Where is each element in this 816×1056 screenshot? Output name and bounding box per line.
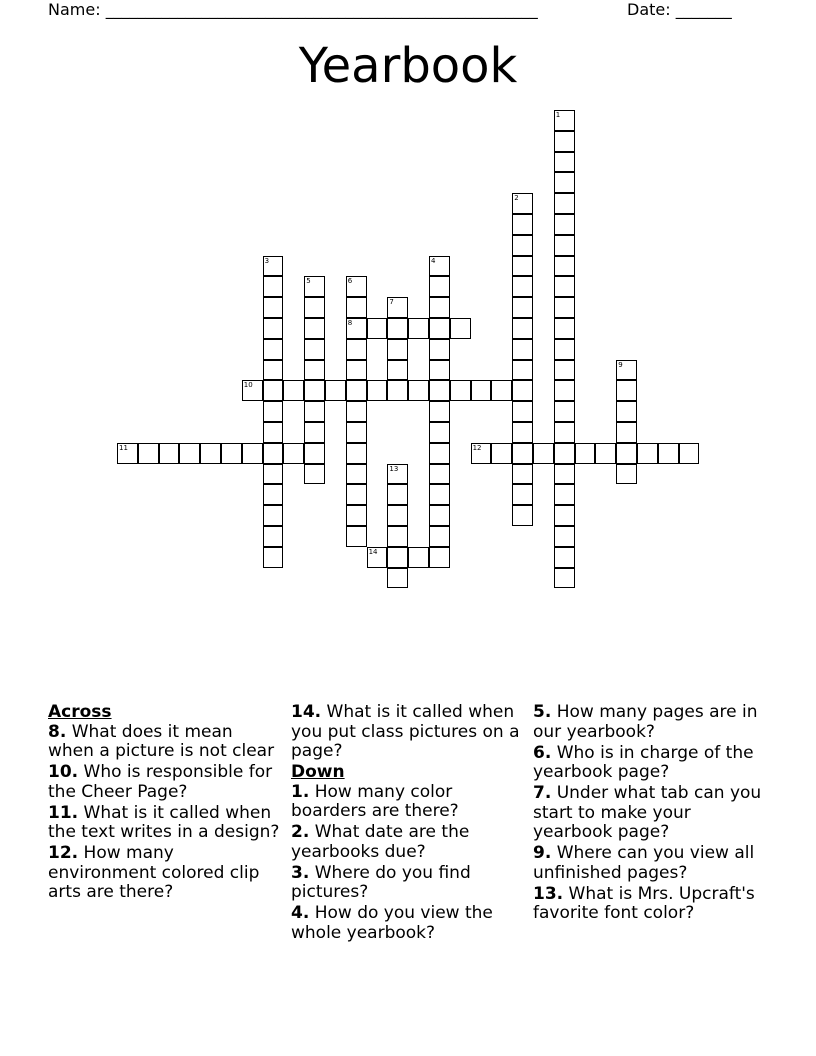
grid-cell[interactable]	[263, 401, 284, 422]
grid-cell[interactable]	[117, 443, 138, 464]
clue-down-7: 7. Under what tab can you start to make your yearbook page?	[533, 783, 762, 842]
grid-cell[interactable]	[263, 256, 284, 277]
clue-number: 11	[119, 443, 128, 452]
grid-cell[interactable]	[263, 464, 284, 485]
grid-cell[interactable]	[367, 318, 388, 339]
grid-cell[interactable]	[159, 443, 180, 464]
grid-cell[interactable]	[263, 318, 284, 339]
grid-cell[interactable]	[304, 422, 325, 443]
clue-down-5: 5. How many pages are in our yearbook?	[533, 702, 758, 742]
grid-cell[interactable]	[346, 484, 367, 505]
clue-across-14: 14. What is it called when you put class pictures on a page?	[291, 702, 520, 761]
clue-down-13: 13. What is Mrs. Upcraft's favorite font color?	[533, 883, 755, 923]
grid-cell[interactable]	[263, 547, 284, 568]
grid-cell[interactable]	[429, 464, 450, 485]
clue-number: 7	[389, 298, 394, 307]
grid-cell[interactable]	[554, 110, 575, 131]
grid-cell[interactable]	[512, 318, 533, 339]
clue-number: 14	[368, 547, 378, 556]
grid-cell[interactable]	[429, 422, 450, 443]
clue-number: 1	[555, 111, 561, 119]
clues-column-1	[48, 703, 283, 904]
grid-cell[interactable]	[512, 443, 533, 464]
clue-number: 9	[618, 360, 623, 369]
clue-down-4: 4. How do you view the whole yearbook?	[291, 903, 493, 943]
grid-cell[interactable]	[554, 464, 575, 485]
grid-cell[interactable]	[304, 339, 325, 360]
grid-cell[interactable]	[554, 568, 575, 589]
grid-cell[interactable]	[429, 401, 450, 422]
grid-cell[interactable]	[263, 505, 284, 526]
grid-cell[interactable]	[554, 422, 575, 443]
grid-cell[interactable]	[387, 360, 408, 381]
grid-cell[interactable]	[429, 297, 450, 318]
grid-cell[interactable]	[450, 380, 471, 401]
grid-cell[interactable]	[575, 443, 596, 464]
grid-cell[interactable]	[554, 526, 575, 547]
grid-cell[interactable]	[138, 443, 159, 464]
grid-cell[interactable]	[429, 505, 450, 526]
grid-cell[interactable]	[429, 318, 450, 339]
grid-cell[interactable]	[304, 297, 325, 318]
name-field[interactable]	[48, 0, 538, 20]
grid-cell[interactable]	[429, 360, 450, 381]
grid-cell[interactable]	[346, 339, 367, 360]
grid-cell[interactable]	[616, 464, 637, 485]
clue-number: 5	[306, 277, 311, 286]
clue-down-9: 9. Where can you view all unfinished pages?	[533, 843, 755, 883]
grid-cell[interactable]	[554, 484, 575, 505]
grid-cell[interactable]	[283, 443, 304, 464]
grid-cell[interactable]	[554, 297, 575, 318]
grid-cell[interactable]	[346, 422, 367, 443]
grid-cell[interactable]	[304, 401, 325, 422]
grid-cell[interactable]	[304, 464, 325, 485]
grid-cell[interactable]	[429, 276, 450, 297]
name-line: ______________________________________________________	[105, 0, 538, 19]
grid-cell[interactable]	[263, 297, 284, 318]
clue-number: 4	[431, 256, 436, 265]
clue-across-10: 10. Who is responsible for the Cheer Page?	[48, 762, 273, 802]
grid-cell[interactable]	[263, 484, 284, 505]
grid-cell[interactable]	[554, 505, 575, 526]
grid-cell[interactable]	[512, 505, 533, 526]
grid-cell[interactable]	[512, 422, 533, 443]
grid-cell[interactable]	[512, 339, 533, 360]
grid-cell[interactable]	[346, 360, 367, 381]
grid-cell[interactable]	[471, 380, 492, 401]
grid-cell[interactable]	[450, 318, 471, 339]
clue-number: 6	[347, 277, 353, 286]
grid-cell[interactable]	[387, 547, 408, 568]
grid-cell[interactable]	[387, 568, 408, 589]
grid-cell[interactable]	[263, 339, 284, 360]
grid-cell[interactable]	[263, 422, 284, 443]
grid-cell[interactable]	[512, 193, 533, 214]
clues-column-3	[533, 703, 768, 925]
grid-cell[interactable]	[179, 443, 200, 464]
clue-across-12: 12. How many environment colored clip arts are there?	[48, 843, 260, 902]
grid-cell[interactable]	[346, 401, 367, 422]
grid-cell[interactable]	[595, 443, 616, 464]
grid-cell[interactable]	[554, 547, 575, 568]
grid-cell[interactable]	[263, 360, 284, 381]
grid-cell[interactable]	[387, 380, 408, 401]
grid-cell[interactable]	[554, 276, 575, 297]
grid-cell[interactable]	[554, 443, 575, 464]
grid-cell[interactable]	[304, 380, 325, 401]
grid-cell[interactable]	[304, 443, 325, 464]
grid-cell[interactable]	[387, 339, 408, 360]
grid-cell[interactable]	[387, 464, 408, 485]
down-heading: Down	[291, 762, 345, 782]
grid-cell[interactable]	[512, 484, 533, 505]
grid-cell[interactable]	[387, 297, 408, 318]
clue-number: 10	[243, 381, 253, 390]
grid-cell[interactable]	[242, 380, 263, 401]
grid-cell[interactable]	[491, 443, 512, 464]
grid-cell[interactable]	[221, 443, 242, 464]
grid-cell[interactable]	[387, 505, 408, 526]
grid-cell[interactable]	[554, 401, 575, 422]
grid-cell[interactable]	[304, 360, 325, 381]
across-heading: Across	[48, 702, 112, 722]
grid-cell[interactable]	[263, 443, 284, 464]
grid-cell[interactable]	[554, 193, 575, 214]
grid-cell[interactable]	[554, 318, 575, 339]
grid-cell[interactable]	[429, 380, 450, 401]
grid-cell[interactable]	[491, 380, 512, 401]
grid-cell[interactable]	[554, 256, 575, 277]
date-line: _______	[675, 0, 732, 19]
date-field[interactable]	[627, 0, 732, 20]
grid-cell[interactable]	[679, 443, 700, 464]
grid-cell[interactable]	[512, 380, 533, 401]
grid-cell[interactable]	[533, 443, 554, 464]
grid-cell[interactable]	[658, 443, 679, 464]
grid-cell[interactable]	[429, 484, 450, 505]
grid-cell[interactable]	[637, 443, 658, 464]
grid-cell[interactable]	[554, 131, 575, 152]
grid-cell[interactable]	[346, 276, 367, 297]
grid-cell[interactable]	[512, 214, 533, 235]
grid-cell[interactable]	[616, 443, 637, 464]
grid-cell[interactable]	[346, 505, 367, 526]
grid-cell[interactable]	[512, 256, 533, 277]
grid-cell[interactable]	[554, 380, 575, 401]
grid-cell[interactable]	[242, 443, 263, 464]
grid-cell[interactable]	[325, 380, 346, 401]
grid-cell[interactable]	[263, 526, 284, 547]
grid-cell[interactable]	[304, 276, 325, 297]
grid-cell[interactable]	[367, 380, 388, 401]
clue-number: 2	[514, 194, 519, 203]
grid-cell[interactable]	[616, 401, 637, 422]
grid-cell[interactable]	[387, 318, 408, 339]
grid-cell[interactable]	[346, 526, 367, 547]
clues-column-2	[291, 703, 526, 945]
grid-cell[interactable]	[346, 443, 367, 464]
grid-cell[interactable]	[408, 318, 429, 339]
clue-number: 8	[347, 319, 353, 327]
grid-cell[interactable]	[408, 380, 429, 401]
grid-cell[interactable]	[429, 339, 450, 360]
clue-number: 3	[264, 256, 270, 265]
grid-cell[interactable]	[263, 380, 284, 401]
clue-across-11: 11. What is it called when the text writes in a design?	[48, 802, 280, 842]
grid-cell[interactable]	[512, 464, 533, 485]
grid-cell[interactable]	[200, 443, 221, 464]
grid-cell[interactable]	[554, 360, 575, 381]
clue-down-2: 2. What date are the yearbooks due?	[291, 822, 470, 862]
grid-cell[interactable]	[554, 235, 575, 256]
grid-cell[interactable]	[471, 443, 492, 464]
clue-number: 12	[472, 443, 482, 452]
grid-cell[interactable]	[429, 443, 450, 464]
grid-cell[interactable]	[554, 339, 575, 360]
grid-cell[interactable]	[387, 526, 408, 547]
date-label: Date:	[627, 0, 671, 19]
grid-cell[interactable]	[429, 526, 450, 547]
clue-down-1: 1. How many color boarders are there?	[291, 781, 459, 821]
grid-cell[interactable]	[387, 484, 408, 505]
grid-cell[interactable]	[346, 380, 367, 401]
clue-across-8: 8. What does it mean when a picture is not clear	[48, 721, 275, 761]
grid-cell[interactable]	[616, 422, 637, 443]
grid-cell[interactable]	[554, 172, 575, 193]
grid-cell[interactable]	[554, 214, 575, 235]
grid-cell[interactable]	[346, 318, 367, 339]
grid-cell[interactable]	[408, 547, 429, 568]
grid-cell[interactable]	[429, 256, 450, 277]
grid-cell[interactable]	[512, 235, 533, 256]
grid-cell[interactable]	[367, 547, 388, 568]
grid-cell[interactable]	[616, 360, 637, 381]
grid-cell[interactable]	[346, 297, 367, 318]
grid-cell[interactable]	[512, 297, 533, 318]
grid-cell[interactable]	[346, 464, 367, 485]
grid-cell[interactable]	[512, 360, 533, 381]
grid-cell[interactable]	[283, 380, 304, 401]
grid-cell[interactable]	[554, 152, 575, 173]
grid-cell[interactable]	[304, 318, 325, 339]
clue-down-3: 3. Where do you find pictures?	[291, 862, 471, 902]
grid-cell[interactable]	[512, 276, 533, 297]
grid-cell[interactable]	[616, 380, 637, 401]
page-title: Yearbook	[298, 38, 518, 94]
grid-cell[interactable]	[512, 401, 533, 422]
grid-cell[interactable]	[429, 547, 450, 568]
grid-cell[interactable]	[263, 276, 284, 297]
clue-down-6: 6. Who is in charge of the yearbook page?	[533, 742, 754, 782]
name-label: Name:	[48, 0, 101, 19]
clue-number: 13	[389, 464, 399, 473]
